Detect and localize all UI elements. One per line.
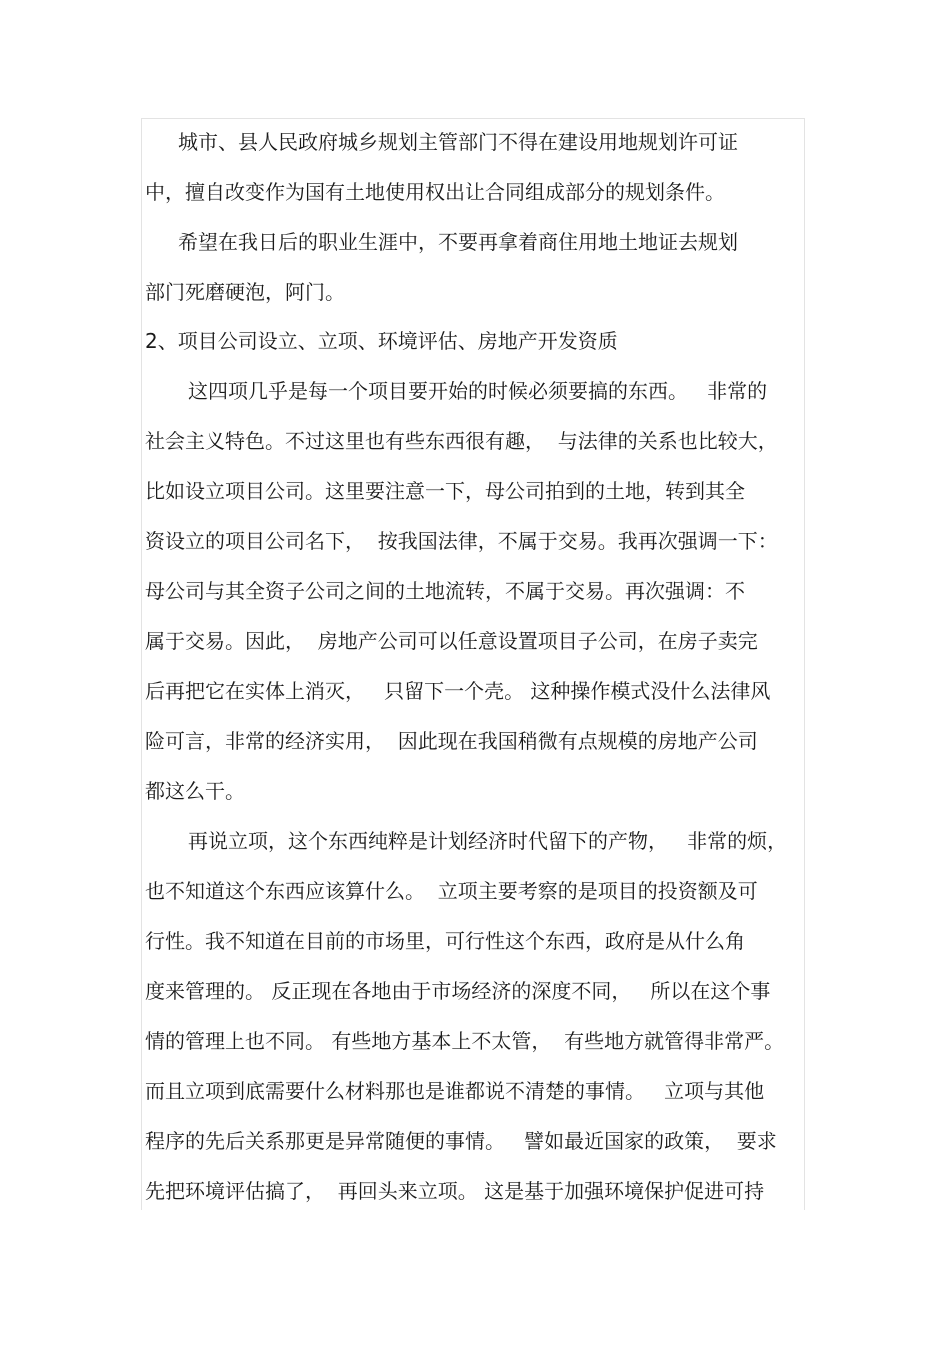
text-line: 社会主义特色。不过这里也有些东西很有趣， 与法律的关系也比较大， [145,429,778,453]
text-line: 城市、县人民政府城乡规划主管部门不得在建设用地规划许可证 [178,130,738,154]
text-line: 行性。我不知道在目前的市场里，可行性这个东西，政府是从什么角 [145,929,745,953]
text-line: 情的管理上也不同。 有些地方基本上不太管， 有些地方就管得非常严。 [145,1029,785,1053]
text-line: 先把环境评估搞了， 再回头来立项。 这是基于加强环境保护促进可持 [145,1179,765,1203]
text-line: 属于交易。因此， 房地产公司可以任意设置项目子公司，在房子卖完 [145,629,758,653]
text-line: 而且立项到底需要什么材料那也是谁都说不清楚的事情。 立项与其他 [145,1079,765,1103]
text-line: 资设立的项目公司名下， 按我国法律，不属于交易。我再次强调一下： [145,529,778,553]
text-line: 程序的先后关系那更是异常随便的事情。 譬如最近国家的政策， 要求 [145,1129,777,1153]
text-line: 部门死磨硬泡，阿门。 [145,280,345,304]
text-line: 险可言，非常的经济实用， 因此现在我国稍微有点规模的房地产公司 [145,729,758,753]
text-line: 比如设立项目公司。这里要注意一下，母公司拍到的土地，转到其全 [145,479,745,503]
text-line: 中，擅自改变作为国有土地使用权出让合同组成部分的规划条件。 [145,180,725,204]
text-line: 希望在我日后的职业生涯中，不要再拿着商住用地土地证去规划 [178,230,738,254]
text-line: 度来管理的。 反正现在各地由于市场经济的深度不同， 所以在这个事 [145,979,771,1003]
text-line: 母公司与其全资子公司之间的土地流转，不属于交易。再次强调：不 [145,579,745,603]
text-line: 都这么干。 [145,779,245,803]
text-line: 后再把它在实体上消灭， 只留下一个壳。 这种操作模式没什么法律风 [145,679,771,703]
text-line: 这四项几乎是每一个项目要开始的时候必须要搞的东西。 非常的 [188,379,768,403]
text-line: 也不知道这个东西应该算什么。 立项主要考察的是项目的投资额及可 [145,879,758,903]
text-line: 再说立项，这个东西纯粹是计划经济时代留下的产物， 非常的烦， [188,829,788,853]
section-heading: 2、项目公司设立、立项、环境评估、房地产开发资质 [145,329,618,353]
